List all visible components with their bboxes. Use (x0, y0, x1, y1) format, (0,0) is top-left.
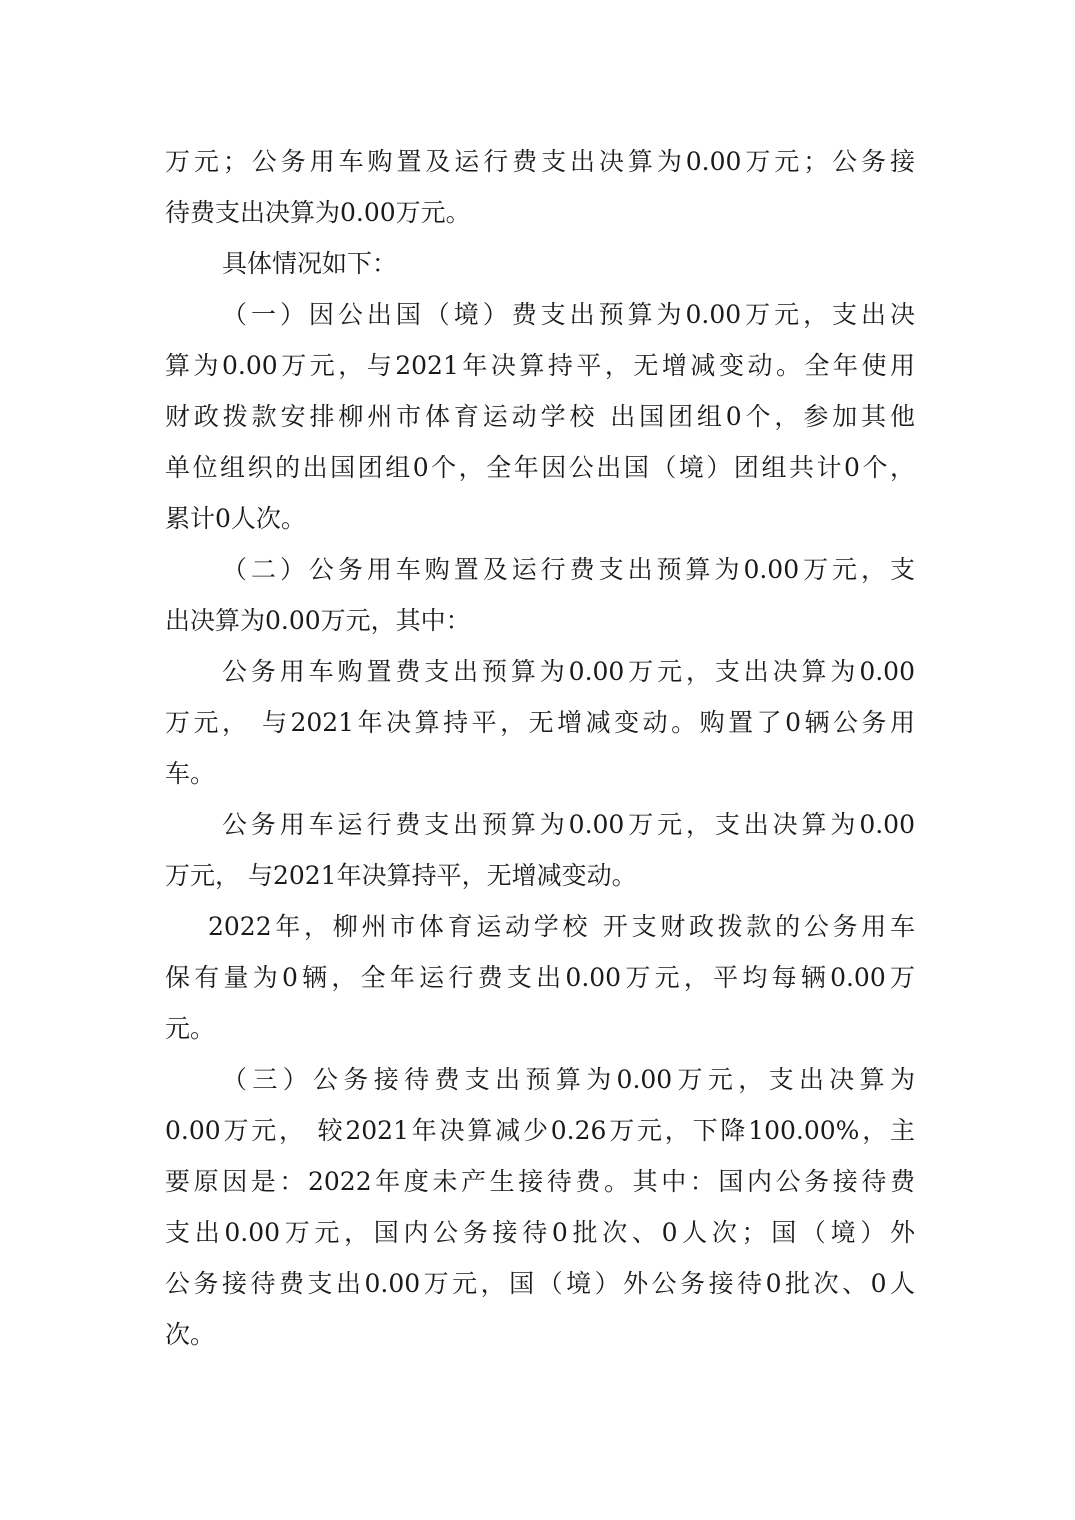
paragraph-line: 单位组织的出国团组0个，全年因公出国（境）团组共计0个， (165, 453, 915, 482)
paragraph-line: 元。 (165, 1014, 216, 1043)
paragraph-line: 公务用车运行费支出预算为0.00万元，支出决算为0.00 (222, 810, 915, 839)
paragraph-line: 次。 (165, 1320, 216, 1349)
paragraph-line: 万元， 与2021年决算持平，无增减变动。 (165, 861, 637, 890)
paragraph-line: 保有量为0辆，全年运行费支出0.00万元，平均每辆0.00万 (165, 963, 915, 992)
paragraph-line: 要原因是：2022年度未产生接待费。其中：国内公务接待费 (165, 1167, 915, 1196)
paragraph-line: 具体情况如下： (222, 249, 398, 278)
paragraph-line: 出决算为0.00万元，其中： (165, 606, 471, 635)
paragraph-line: （一）因公出国（境）费支出预算为0.00万元，支出决 (222, 300, 915, 329)
paragraph-line: 支出0.00万元，国内公务接待0批次、0人次；国（境）外 (165, 1218, 915, 1247)
paragraph-line: 公务用车购置费支出预算为0.00万元，支出决算为0.00 (222, 657, 915, 686)
paragraph-line: 万元；公务用车购置及运行费支出决算为0.00万元；公务接 (165, 147, 915, 176)
paragraph-line: 万元， 与2021年决算持平，无增减变动。购置了0辆公务用 (165, 708, 915, 737)
paragraph-line: 车。 (165, 759, 216, 788)
paragraph-line: 0.00万元， 较2021年决算减少0.26万元，下降100.00%，主 (165, 1116, 915, 1145)
paragraph-line: 算为0.00万元，与2021年决算持平，无增减变动。全年使用 (165, 351, 915, 380)
paragraph-line: 财政拨款安排柳州市体育运动学校 出国团组0个，参加其他 (165, 402, 915, 431)
paragraph-line: 累计0人次。 (165, 504, 306, 533)
paragraph-line: （二）公务用车购置及运行费支出预算为0.00万元，支 (222, 555, 915, 584)
paragraph-line: 公务接待费支出0.00万元，国（境）外公务接待0批次、0人 (165, 1269, 915, 1298)
paragraph-line: 2022年，柳州市体育运动学校 开支财政拨款的公务用车 (208, 912, 915, 941)
paragraph-line: 待费支出决算为0.00万元。 (165, 198, 471, 227)
paragraph-line: （三）公务接待费支出预算为0.00万元，支出决算为 (222, 1065, 915, 1094)
